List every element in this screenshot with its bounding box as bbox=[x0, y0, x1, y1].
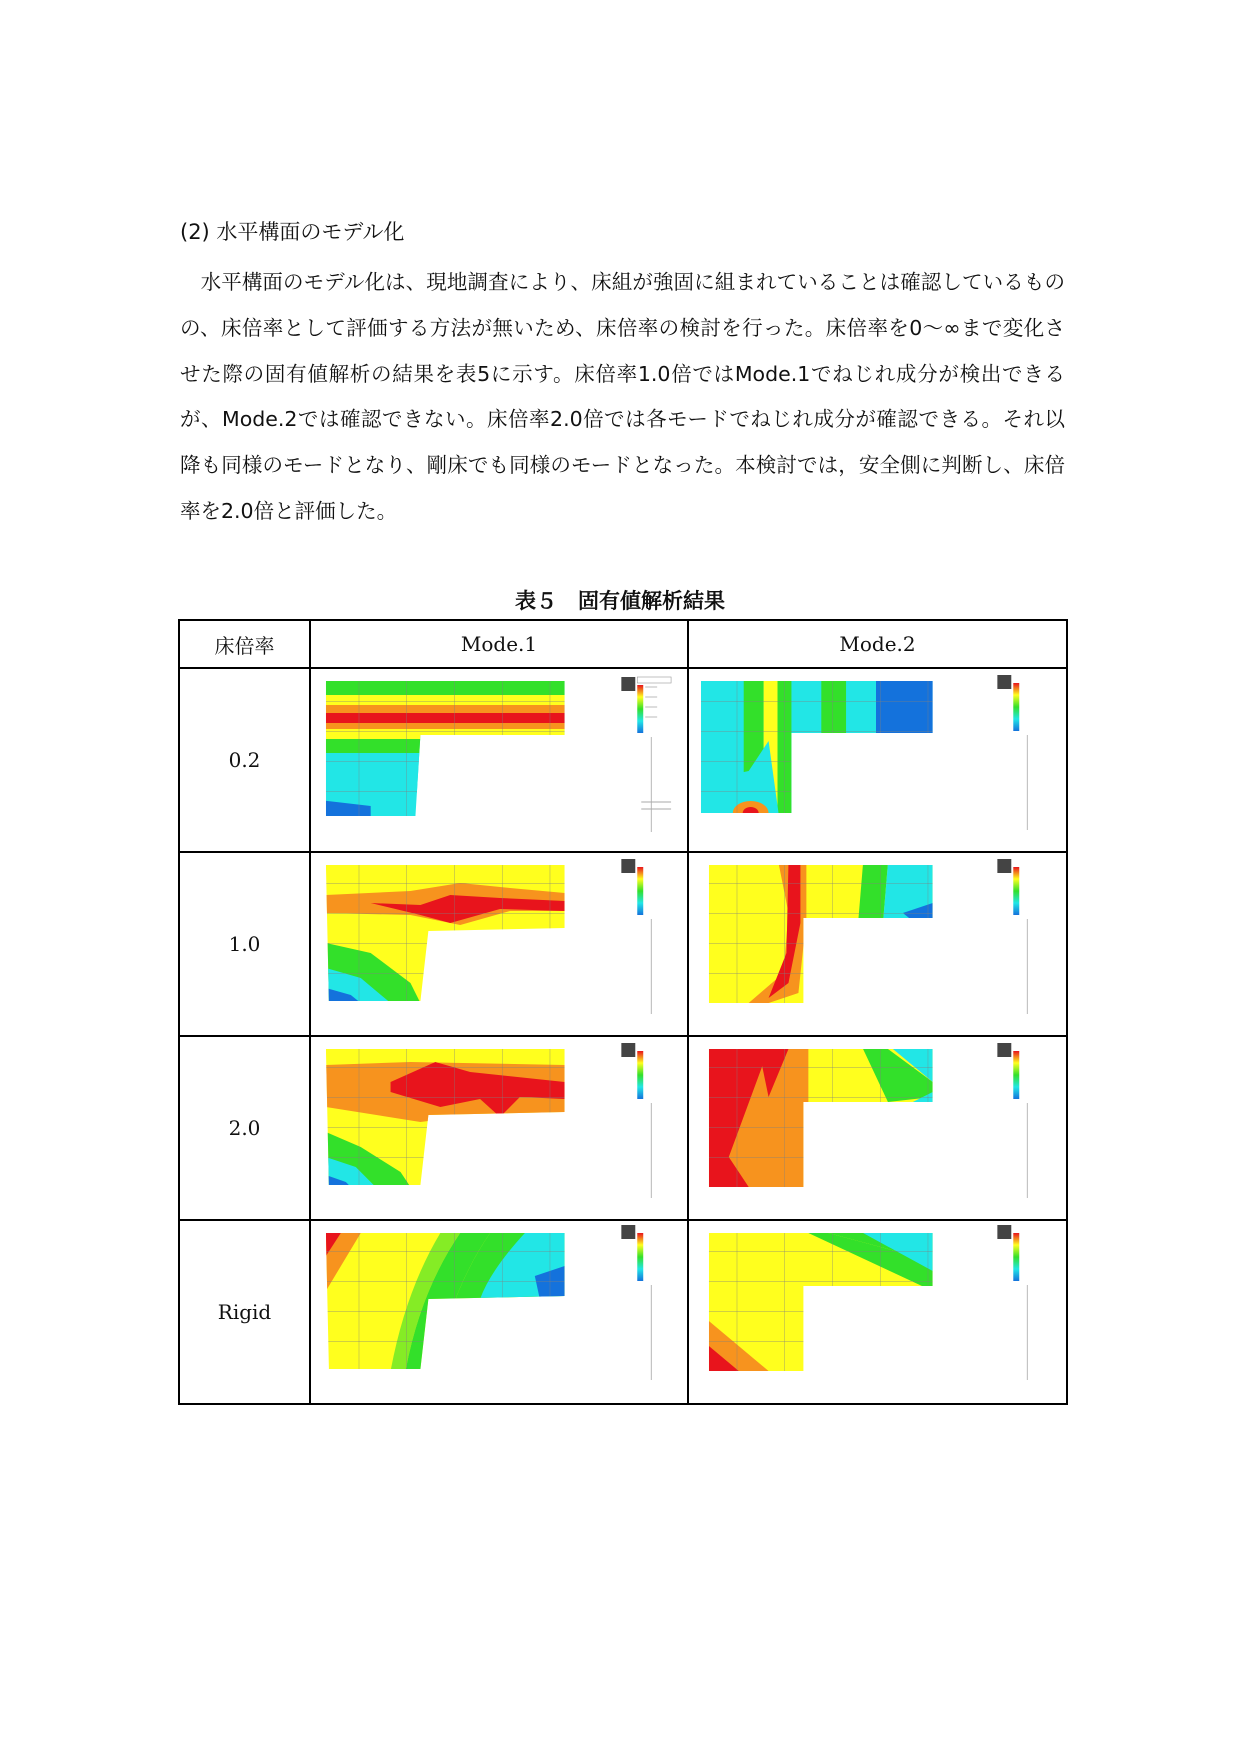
row-label: 2.0 bbox=[179, 1036, 310, 1220]
mode1-contour-plot bbox=[310, 852, 688, 1036]
mode2-contour-plot bbox=[688, 852, 1067, 1036]
mode1-contour-plot bbox=[310, 1220, 688, 1404]
row-label: 1.0 bbox=[179, 852, 310, 1036]
legend-icon bbox=[621, 677, 671, 832]
contour-image bbox=[311, 1037, 687, 1219]
contour-image bbox=[311, 669, 687, 851]
legend-icon bbox=[997, 1225, 1027, 1380]
legend-icon bbox=[621, 1043, 651, 1198]
mode2-contour-plot bbox=[688, 1036, 1067, 1220]
row-label: 0.2 bbox=[179, 668, 310, 852]
legend-icon bbox=[621, 859, 651, 1014]
mode1-contour-plot bbox=[310, 668, 688, 852]
table-header-row bbox=[179, 620, 1067, 668]
mode2-contour-plot bbox=[688, 1220, 1067, 1404]
header-mode-1: Mode.1 bbox=[310, 620, 688, 668]
legend-icon bbox=[997, 675, 1027, 830]
table-row bbox=[179, 852, 1067, 1036]
row-label: Rigid bbox=[179, 1220, 310, 1404]
table-row bbox=[179, 1220, 1067, 1404]
contour-image bbox=[689, 669, 1066, 851]
header-mode-2: Mode.2 bbox=[688, 620, 1067, 668]
contour-image bbox=[689, 853, 1066, 1035]
contour-image bbox=[311, 1221, 687, 1403]
table-row bbox=[179, 1036, 1067, 1220]
table-caption: 表５ 固有値解析結果 bbox=[515, 589, 725, 613]
contour-image bbox=[689, 1221, 1066, 1403]
legend-icon bbox=[621, 1225, 651, 1380]
table-row bbox=[179, 668, 1067, 852]
body-paragraph: 水平構面のモデル化は、現地調査により、床組が強固に組まれていることは確認しているものの、床倍率として評価する方法が無いため、床倍率の検討を行った。床倍率を0〜∞まで変化させた際の固有値解析の結果を表5に示す。床倍率1.0倍ではMode.1でねじれ成分が検出できるが、Mode.2では確認できない。床倍率2.0倍では各モードでねじれ成分が確認できる。それ以降も同様のモードとなり、剛床でも同様のモードとなった。本検討では，安全側に判断し、床倍率を2.0倍と評価した。 bbox=[180, 270, 1065, 523]
contour-image bbox=[689, 1037, 1066, 1219]
mode1-contour-plot bbox=[310, 1036, 688, 1220]
header-floor-ratio: 床倍率 bbox=[179, 620, 310, 668]
section-heading: (2) 水平構面のモデル化 bbox=[180, 220, 405, 244]
legend-icon bbox=[997, 859, 1027, 1014]
eigenvalue-results-table bbox=[178, 619, 1068, 1405]
legend-icon bbox=[997, 1043, 1027, 1198]
contour-image bbox=[311, 853, 687, 1035]
mode2-contour-plot bbox=[688, 668, 1067, 852]
